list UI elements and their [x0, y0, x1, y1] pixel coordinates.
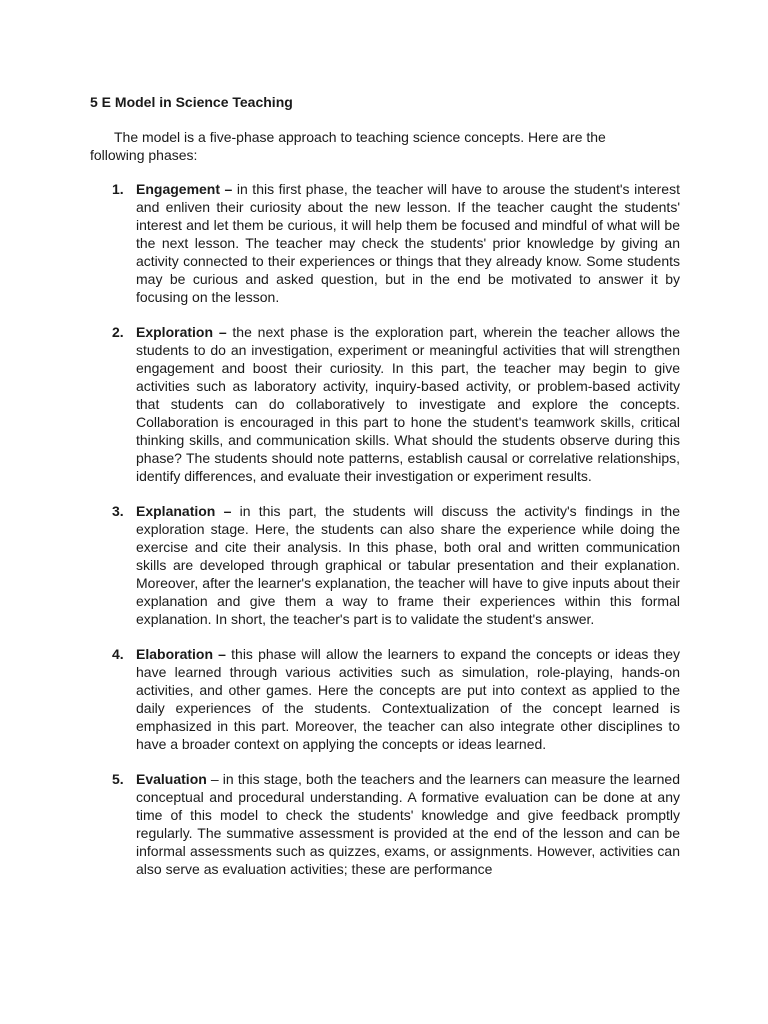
phase-exploration [90, 323, 680, 485]
phase-term: Explanation – [136, 503, 232, 519]
phase-description: this phase will allow the learners to expand the concepts or ideas they have learned through various activities such as simulation, role-playing, hands-on activities, and other games. Here the concepts are put into context as applied to the daily experiences of the students. Contextualization of the concept learned is emphasized in this part. Moreover, the teacher can also integrate other disciplines to have a broader context on applying the concepts or ideas learned. [136, 646, 680, 752]
phase-term: Elaboration – [136, 646, 226, 662]
phase-term: Engagement – [136, 181, 233, 197]
phase-description: in this part, the students will discuss the activity's findings in the exploration stage. Here, the students can also share the experience while doing the exercise and cite their analysis. In this phase, both oral and written communication skills are developed through graphical or tabular presentation and their explanation. Moreover, after the learner's explanation, the teacher will have to give inputs about their explanation and give them a way to frame their experiences within this formal explanation. In short, the teacher's part is to validate the student's answer. [136, 503, 680, 627]
phase-explanation [90, 502, 680, 628]
phase-number: 4. [112, 646, 124, 662]
phase-number: 1. [112, 181, 124, 197]
phase-description: the next phase is the exploration part, wherein the teacher allows the students to do an investigation, experiment or meaningful activities that will strengthen engagement and boost their curiosity. In this part, the teacher may begin to give activities such as laboratory activity, inquiry-based activity, or problem-based activity that students can do collaboratively to investigate and explore the concepts. Collaboration is encouraged in this part to hone the student's teamwork skills, critical thinking skills, and communication skills. What should the students observe during this phase? The students should note patterns, establish causal or correlative relationships, identify differences, and evaluate their investigation or experiment results. [136, 324, 680, 484]
phase-description: in this first phase, the teacher will have to arouse the student's interest and enliven their curiosity about the new lesson. If the teacher caught the students' interest and let them be curious, it will help them be focused and mindful of what will be the next lesson. The teacher may check the students' prior knowledge by giving an activity connected to their experiences or things that they already know. Some students may be curious and asked question, but in the end be motivated to answer it by focusing on the lesson. [136, 181, 680, 305]
phase-number: 2. [112, 324, 124, 340]
phase-description: – in this stage, both the teachers and the learners can measure the learned conceptual and procedural understanding. A formative evaluation can be done at any time of this model to check the students' knowledge and give feedback promptly regularly. The summative assessment is provided at the end of the lesson and can be informal assessments such as quizzes, exams, or assignments. However, activities can also serve as evaluation activities; these are performance [136, 771, 680, 877]
intro-paragraph: The model is a five-phase approach to teaching science concepts. Here are the following phases: [90, 129, 606, 163]
phase-number: 3. [112, 503, 124, 519]
phase-evaluation [90, 770, 680, 896]
phase-elaboration [90, 645, 680, 753]
phase-list [90, 180, 680, 913]
phase-term: Evaluation [136, 771, 207, 787]
document-title: 5 E Model in Science Teaching [90, 94, 293, 110]
phase-engagement [90, 180, 680, 306]
phase-number: 5. [112, 771, 124, 787]
phase-term: Exploration – [136, 324, 227, 340]
